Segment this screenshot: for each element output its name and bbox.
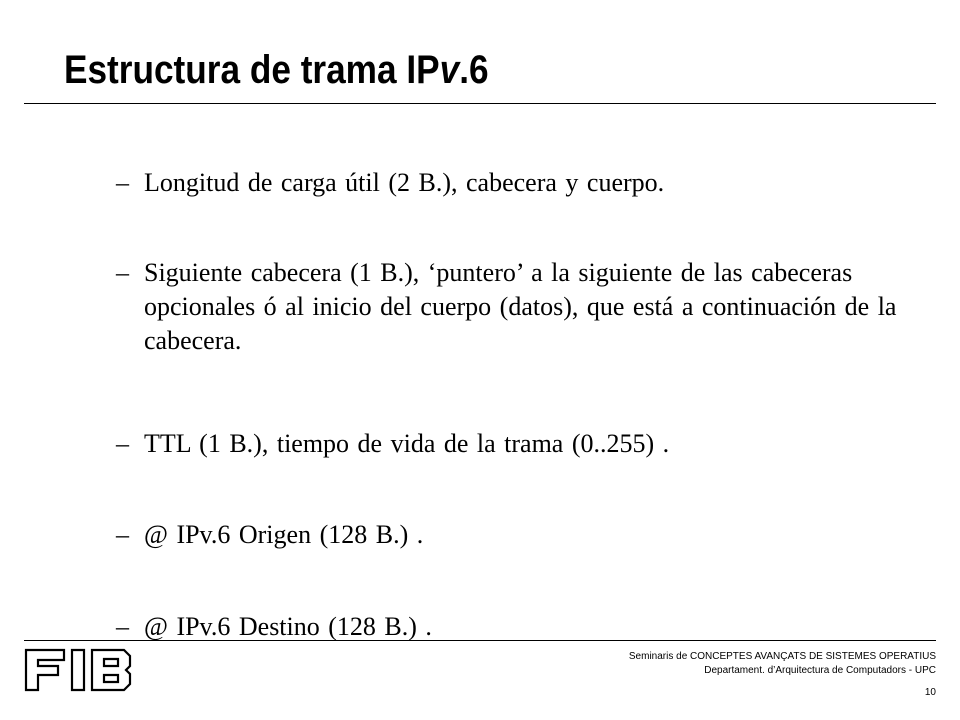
bullet-dash: – xyxy=(116,258,129,287)
bullet-text: @ IPv.6 Destino (128 B.) . xyxy=(144,612,432,640)
fib-logo xyxy=(24,648,132,692)
footer-info xyxy=(629,650,936,700)
bullet-text: Siguiente cabecera (1 B.), ‘puntero’ a la siguiente de las cabeceras opcionales ó al inicio del cuerpo (datos), que está a continuación de la cabecera. xyxy=(144,258,897,355)
slide-title-italic: v xyxy=(439,48,460,92)
bullet-item xyxy=(116,256,926,358)
slide-title-main: Estructura de trama IP xyxy=(64,48,440,92)
bullet-item xyxy=(116,166,926,200)
bullet-text: TTL (1 B.), tiempo de vida de la trama (0..255) . xyxy=(144,429,670,458)
bullet-item xyxy=(116,610,926,640)
bullet-dash: – xyxy=(116,520,129,549)
bullet-dash: – xyxy=(116,168,129,197)
bullet-item xyxy=(116,427,926,461)
bullet-dash: – xyxy=(116,612,129,640)
bullet-item xyxy=(116,518,926,552)
bullet-dash: – xyxy=(116,429,129,458)
footer-department: Departament. d’Arquitectura de Computadors - UPC xyxy=(704,665,936,676)
bullet-text: @ IPv.6 Origen (128 B.) . xyxy=(144,520,424,549)
page-number: 10 xyxy=(924,687,936,698)
footer-divider xyxy=(24,640,936,641)
bullet-text: Longitud de carga útil (2 B.), cabecera y cuerpo. xyxy=(144,168,665,197)
footer-course: Seminaris de CONCEPTES AVANÇATS DE SISTEMES OPERATIUS xyxy=(628,651,936,662)
slide-title-tail: .6 xyxy=(459,48,489,92)
